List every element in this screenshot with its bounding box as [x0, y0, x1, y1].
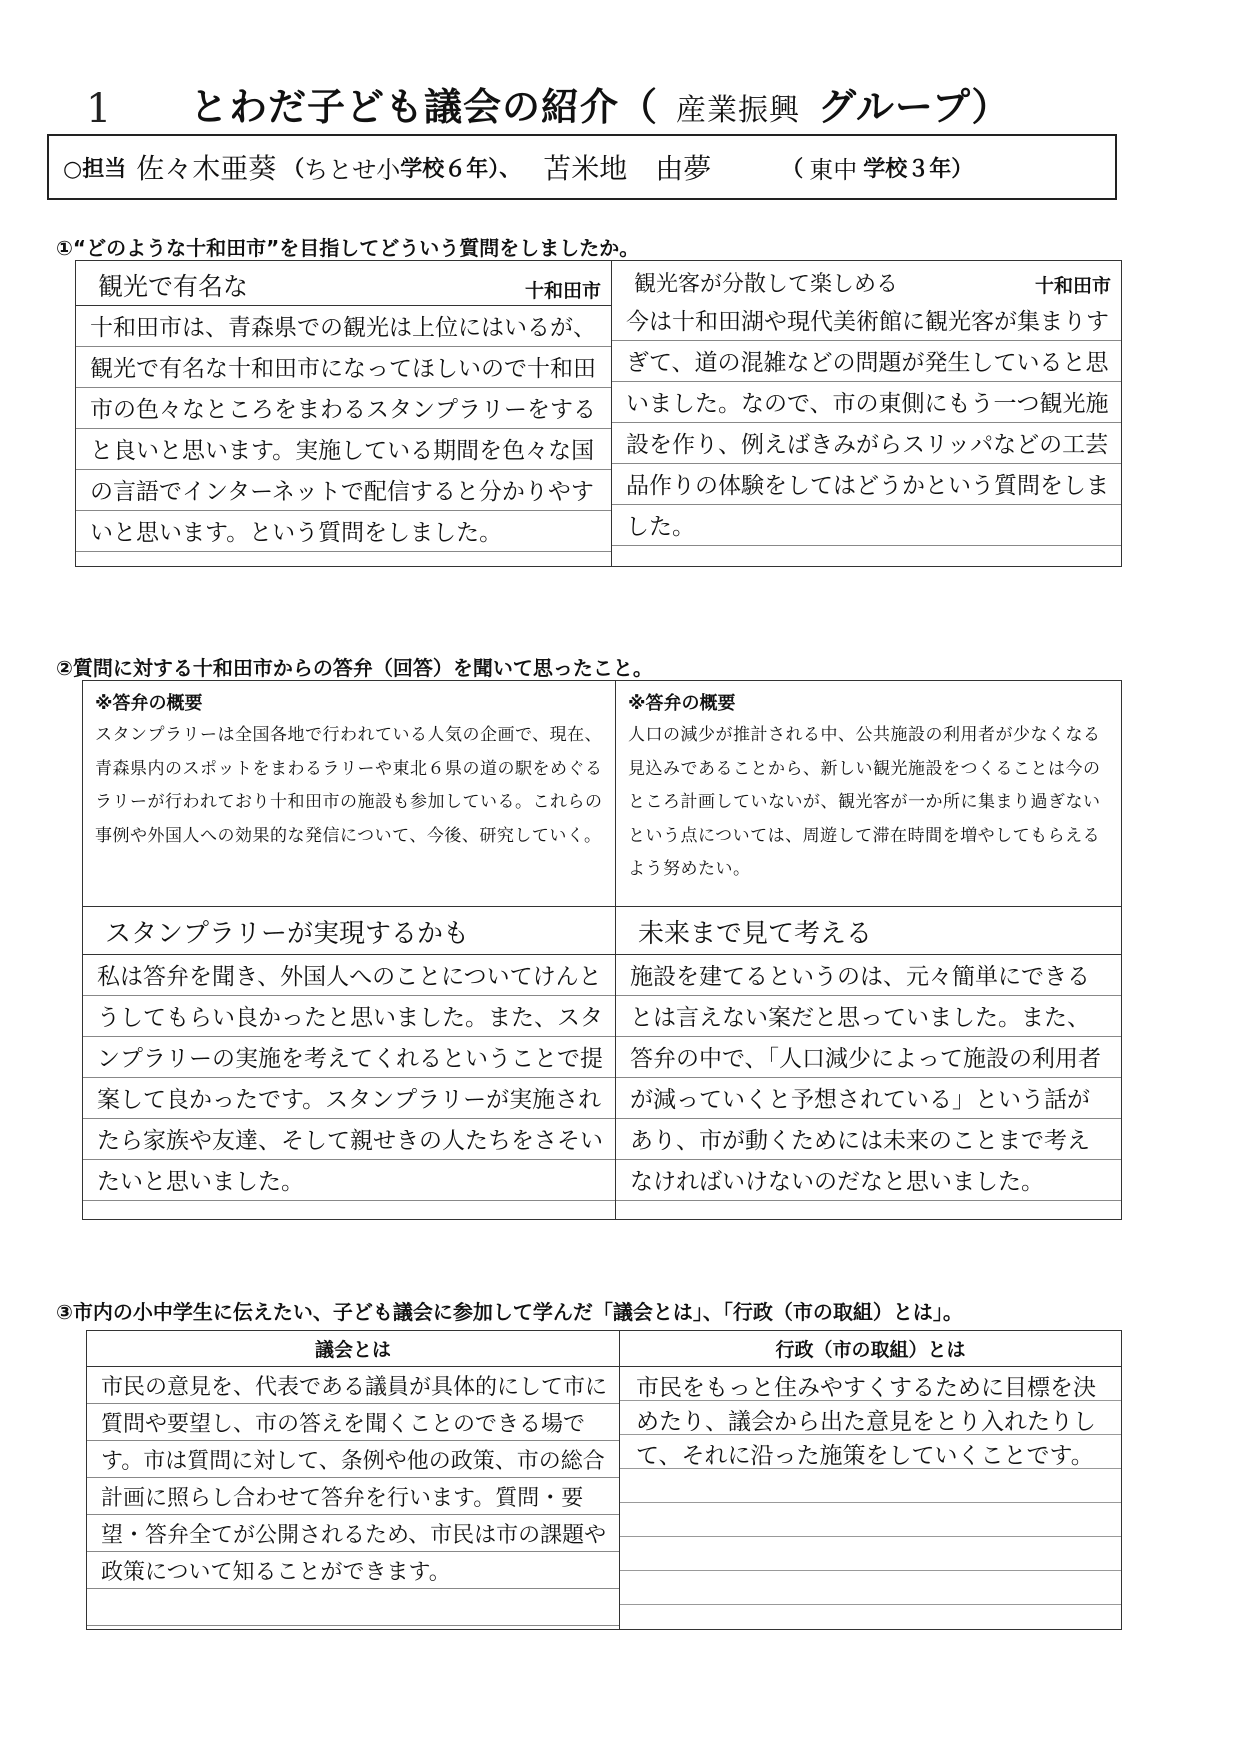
page-number: 1: [86, 86, 112, 132]
section3-right-cell: [620, 1367, 1122, 1630]
section2-right-body: 施設を建てるというのは、元々簡単にできるとは言えない案だと思っていました。また、答弁の中で、「人口減少によって施設の利用者が減っていくと予想されている」という話があり、市が動くためには未来のことまで考えなければいけないのだなと思いました。: [616, 955, 1121, 1215]
section3-left-body: 市民の意見を、代表である議員が具体的にして市に質問や要望し、市の答えを聞くことのできる場です。市は質問に対して、条例や他の政策、市の総合計画に照らし合わせて答弁を行います。質問・要望・答弁全てが公開されるため、市民は市の課題や政策について知ることができます。: [87, 1367, 619, 1627]
group-name: 産業振興: [676, 93, 801, 128]
section1-right-city: 十和田市: [1034, 275, 1111, 297]
section3-right-header: 行政（市の取組）とは: [775, 1339, 966, 1361]
section1-left-city: 十和田市: [524, 280, 601, 302]
title-suffix: グループ）: [818, 85, 1011, 129]
section1-table: [75, 260, 1122, 567]
school-2: 東中: [809, 155, 858, 184]
section2-right-summary: 人口の減少が推計される中、公共施設の利用者が少なくなる見込みであることから、新しい観光施設をつくることは今のところ計画していないが、観光客が一か所に集まり過ぎないという点については、周遊して滞在時間を増やしてもらえるよう努めたい。: [628, 725, 1101, 879]
section1-question: ①“どのような十和田市”を目指してどういう質問をしましたか。: [56, 236, 640, 260]
title-prefix: とわだ子ども議会の紹介（: [190, 85, 659, 129]
section2-question: ②質問に対する十和田市からの答弁（回答）を聞いて思ったこと。: [56, 656, 653, 680]
section1-left-body: 十和田市は、青森県での観光は上位にはいるが、観光で有名な十和田市になってほしいので十和田市の色々なところをまわるスタンプラリーをすると良いと思います。実施している期間を色々な国の言語でインターネットで配信すると分かりやすいと思います。という質問をしました。: [76, 305, 611, 554]
section1-left-cell: [76, 261, 612, 567]
school-1: ちとせ小: [304, 155, 401, 184]
section3-table: [86, 1330, 1122, 1630]
section1-right-heading: 観光客が分散して楽しめる: [634, 272, 899, 297]
student-name-1: 佐々木亜葵: [136, 152, 277, 185]
section2-right-summary-cell: [616, 681, 1122, 907]
section2-right-opinion-cell: [616, 907, 1122, 1220]
section2-left-body: 私は答弁を聞き、外国人へのことについてけんとうしてもらい良かったと思いました。また、スタンプラリーの実施を考えてくれるということで提案して良かったです。スタンプラリーが実施されたら家族や友達、そして親せきの人たちをさそいたいと思いました。: [83, 955, 615, 1215]
section3-left-cell: [87, 1367, 620, 1630]
page-title: [190, 76, 1010, 131]
section1-right-body: 今は十和田湖や現代美術館に観光客が集まりすぎて、道の混雑などの問題が発生していると思いました。なので、市の東側にもう一つ観光施設を作り、例えばきみがらスリッパなどの工芸品作りの体験をしてはどうかという質問をしました。: [612, 300, 1121, 548]
section2-left-heading: スタンプラリーが実現するかも: [83, 907, 615, 955]
section1-left-heading: 観光で有名な: [98, 272, 249, 301]
section2-right-summary-title: ※答弁の概要: [628, 693, 736, 714]
section2-left-summary-title: ※答弁の概要: [95, 693, 203, 714]
section2-left-summary: スタンプラリーは全国各地で行われている人気の企画で、現在、青森県内のスポットをまわるラリーや東北６県の道の駅をめぐるラリーが行われており十和田市の施設も参加している。これらの事例や外国人への効果的な発信について、今後、研究していく。: [95, 725, 603, 846]
section2-left-opinion-cell: [83, 907, 616, 1220]
school-2-suffix: 学校３年）: [863, 156, 974, 182]
section3-right-body: 市民をもっと住みやすくするために目標を決めたり、議会から出た意見をとり入れたりして、それに沿った施策をしていくことです。: [620, 1367, 1121, 1627]
section2-right-heading: 未来まで見て考える: [616, 907, 1121, 955]
section2-table: [82, 680, 1122, 1220]
section3-question: ③市内の小中学生に伝えたい、子ども議会に参加して学んだ「議会とは」、「行政（市の取組）とは」。: [56, 1300, 963, 1324]
section2-left-summary-cell: [83, 681, 616, 907]
person-in-charge-box: ○担当 佐々木亜葵 （ ちとせ小 学校６年）、 苫米地 由夢 （ 東中 学校３年）: [47, 134, 1117, 200]
person-label: ○担当: [63, 156, 127, 182]
section3-left-header: 議会とは: [314, 1339, 391, 1361]
school-1-suffix: 学校６年）、: [400, 156, 522, 182]
student-name-2: 苫米地 由夢: [543, 152, 712, 185]
section1-right-cell: [612, 261, 1122, 567]
